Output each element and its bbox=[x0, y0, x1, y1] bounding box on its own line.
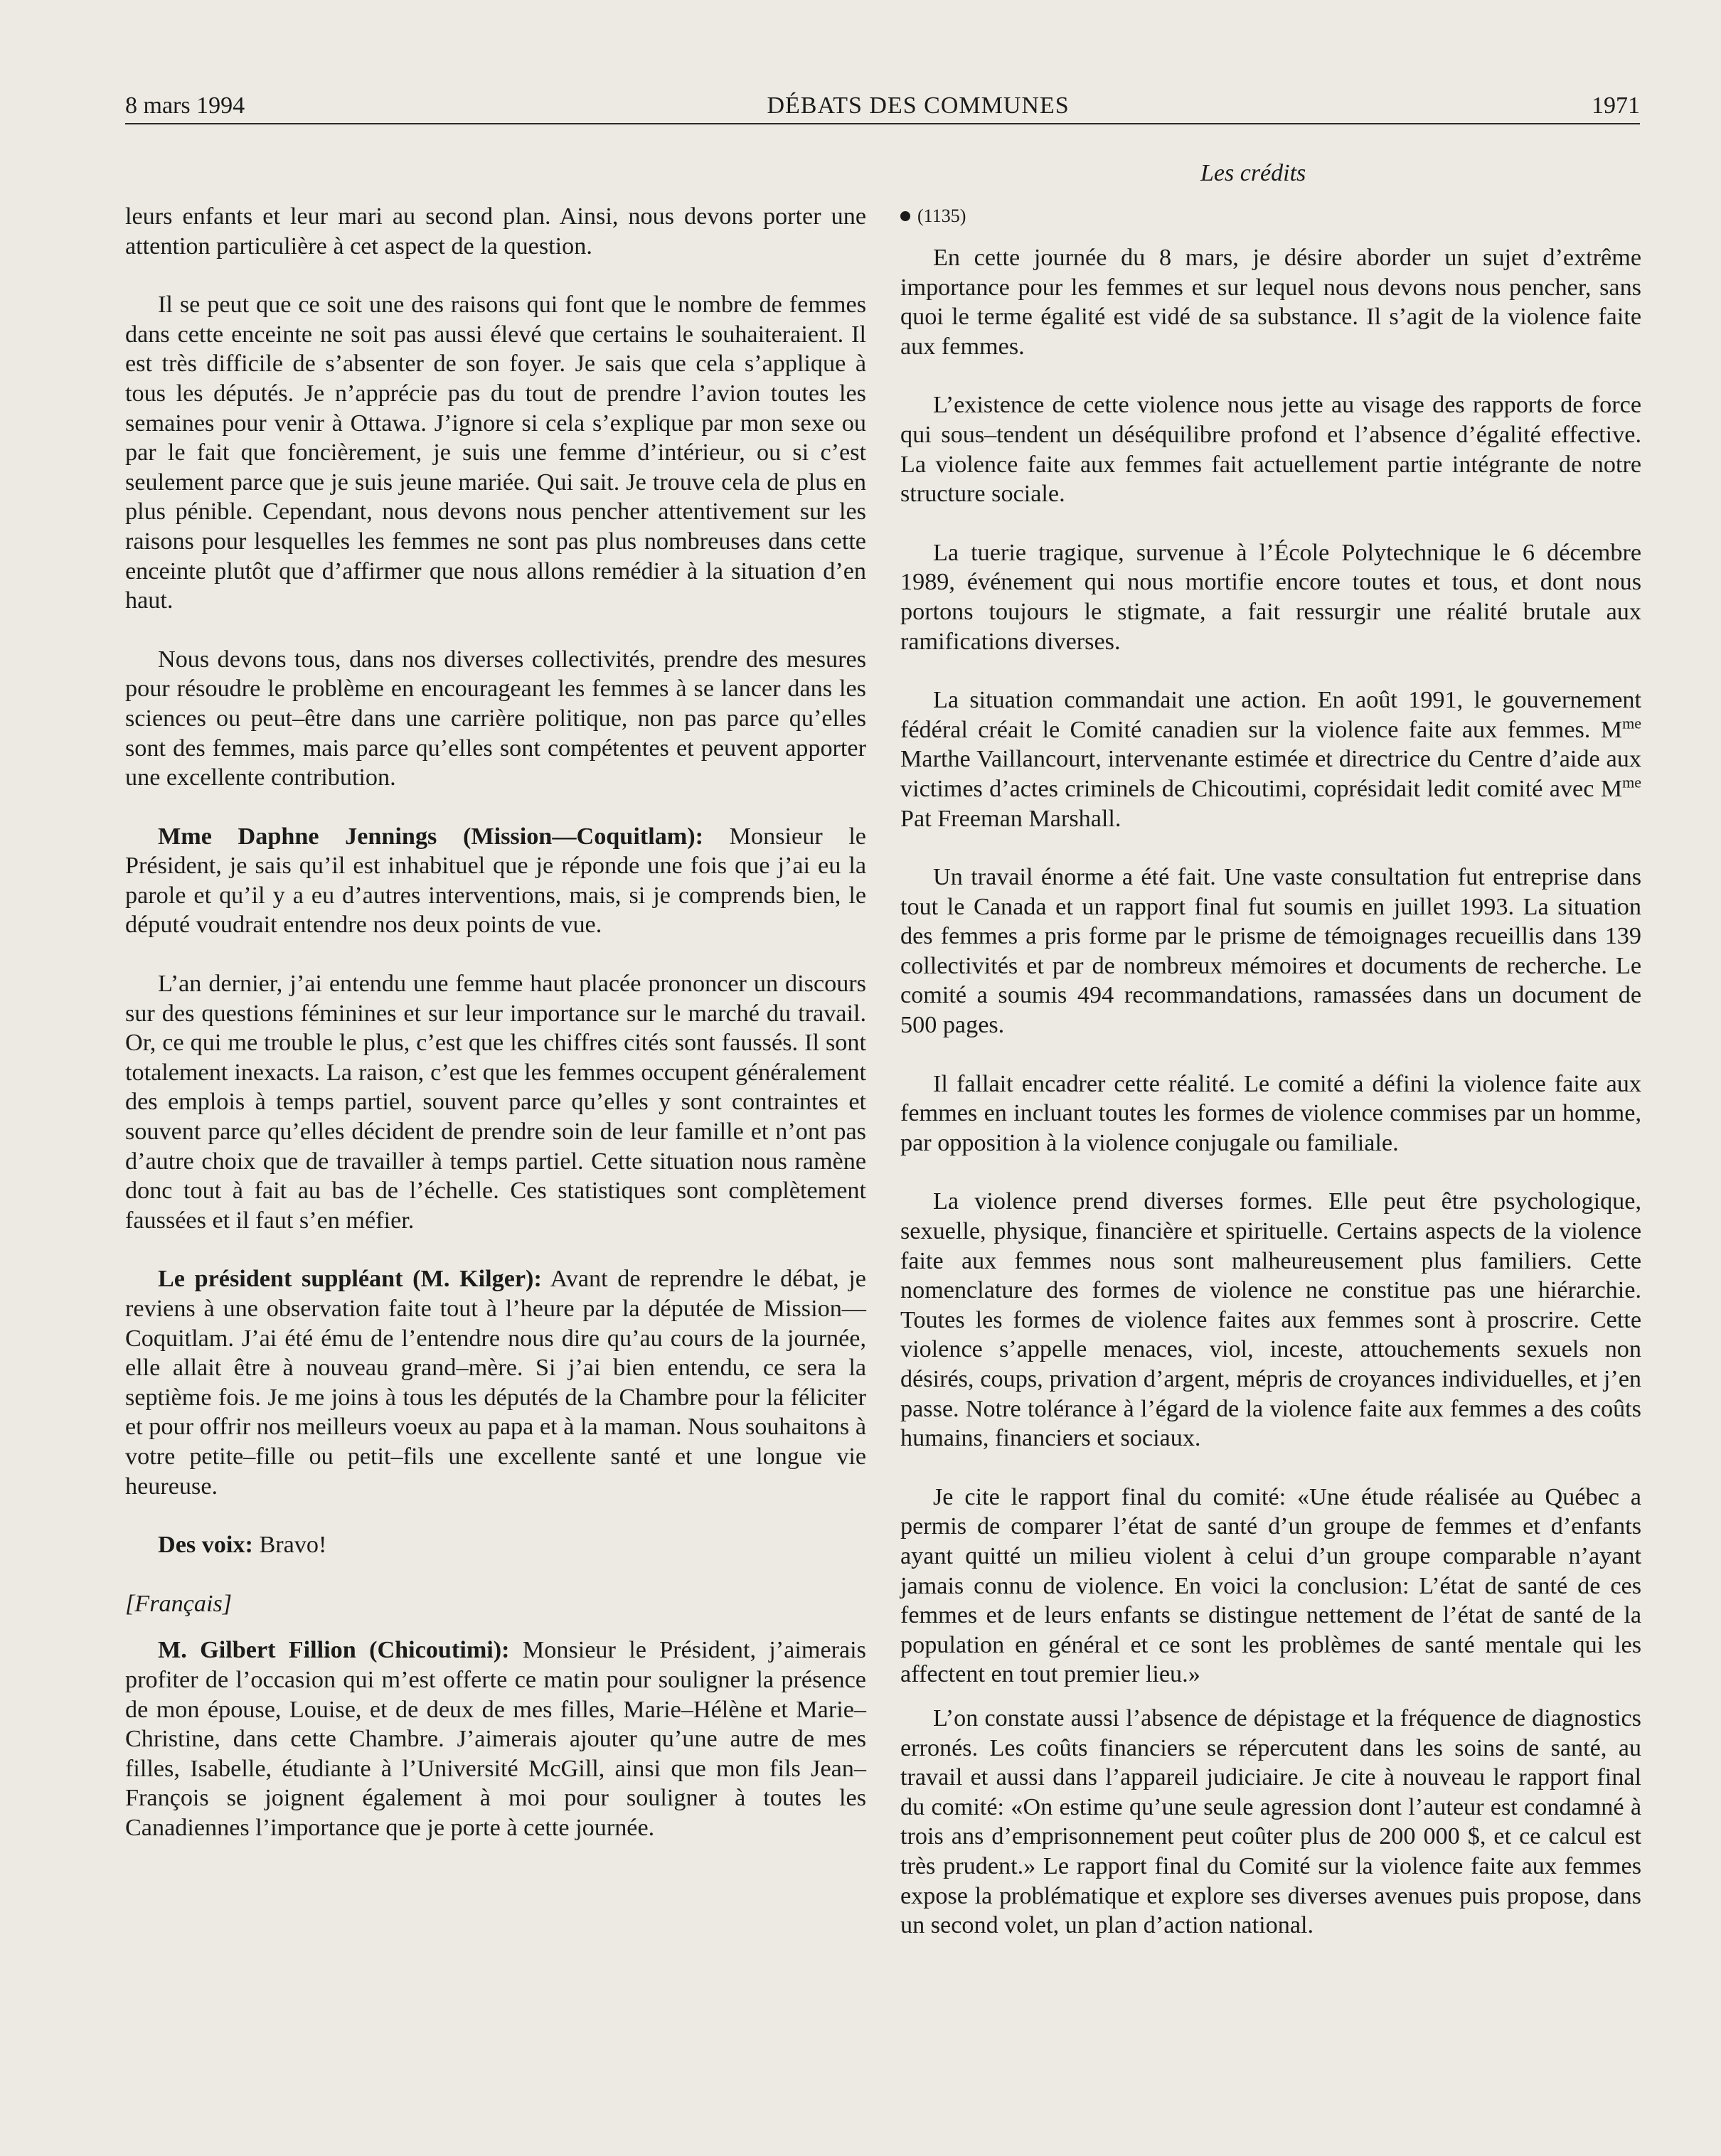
speaker-name: Le président suppléant (M. Kilger): bbox=[158, 1266, 542, 1293]
paragraph: Il se peut que ce soit une des raisons qui font que le nombre de femmes dans cette enceinte ne soit pas aussi élevé que certains le souhaiteraient. Il est très difficile de s’absenter de son foyer. Je sais que cela s’applique à tous les députés. Je n’apprécie pas du tout de prendre l’avion toutes les semaines pour venir à Ottawa. J’ignore si cela s’explique par mon sexe ou par le fait que foncièrement, je suis une femme d’intérieur, ou si c’est seulement parce que je suis jeune mariée. Qui sait. Je trouve cela de plus en plus pénible. Cependant, nous devons nous pencher attentivement sur les raisons pour lesquelles les femmes ne sont pas plus nombreuses dans cette enceinte plutôt que d’affirmer que nous allons remédier à la situation d’en haut. bbox=[125, 292, 866, 614]
paragraph-text: Marthe Vaillancourt, intervenante estimée et directrice du Centre d’aide aux victimes d’actes criminels de Chicoutimi, coprésidait ledit comité avec M bbox=[900, 746, 1641, 802]
speech-text: Avant de reprendre le débat, je reviens à une observation faite tout à l’heure par la députée de Mission—Coquitlam. J’ai été ému de l’entendre nous dire qu’au cours de la journée, elle allait être à nouveau grand–mère. Si j’ai bien entendu, ce sera la septième fois. Je me joins à tous les députés de la Chambre pour la féliciter et pour offrir nos meilleurs voeux au papa et à la maman. Nous souhaitons à votre petite–fille ou petit–fils une excellente santé et une longue vie heureuse. bbox=[125, 1266, 866, 1500]
paragraph: Il fallait encadrer cette réalité. Le comité a défini la violence faite aux femmes en incluant toutes les formes de violence commises par un homme, par opposition à la violence conjugale ou familiale. bbox=[900, 1070, 1641, 1156]
speech-text: Monsieur le Président, je sais qu’il est inhabituel que je réponde une fois que j’ai eu la parole et qu’il y a eu d’autres interventions, mais, si je comprends bien, le député voudrait entendre nos deux points de vue. bbox=[125, 823, 866, 939]
speech-text: Monsieur le Président, j’aimerais profiter de l’occasion qui m’est offerte ce matin pour souligner la présence de mon épouse, Louise, et de deux de mes filles, Marie–Hélène et Marie–Christine, dans cette Chambre. J’aimerais ajouter qu’une autre de mes filles, Isabelle, étudiante à l’Université McGill, ainsi que mon fils Jean–François se joignent également à moi pour souligner à toutes les Canadiennes l’importance que je porte à cette journée. bbox=[125, 1637, 866, 1841]
right-column bbox=[900, 202, 1641, 1970]
section-title: Les crédits bbox=[1200, 160, 1306, 186]
title-superscript: me bbox=[1622, 773, 1641, 791]
time-marker-text: (1135) bbox=[917, 206, 966, 226]
bullet-icon bbox=[900, 211, 910, 221]
language-marker: [Français] bbox=[125, 1590, 233, 1617]
header-date: 8 mars 1994 bbox=[125, 92, 245, 119]
paragraph: En cette journée du 8 mars, je désire aborder un sujet d’extrême importance pour les femmes et sur lequel nous devons nous pencher, sans quoi le terme égalité est vidé de sa substance. Il s’agit de la violence faite aux femmes. bbox=[900, 245, 1641, 360]
title-superscript: me bbox=[1622, 714, 1641, 732]
page-number: 1971 bbox=[1592, 92, 1640, 119]
paragraph: Un travail énorme a été fait. Une vaste consultation fut entreprise dans tout le Canada et un rapport final fut soumis en juillet 1993. La situation des femmes a pris forme par le prisme de témoignages recueillis dans 139 collectivités et par de nombreux mémoires et documents de recherche. Le comité a soumis 494 recommandations, ramassées dans un document de 500 pages. bbox=[900, 864, 1641, 1039]
speaker-name: Des voix: bbox=[158, 1532, 253, 1559]
speech-text: Bravo! bbox=[252, 1532, 327, 1559]
header-rule bbox=[125, 123, 1640, 124]
paragraph: L’existence de cette violence nous jette au visage des rapports de force qui sous–tendent un déséquilibre profond et l’absence d’égalité effective. La violence faite aux femmes fait actuellement partie intégrante de notre structure sociale. bbox=[900, 392, 1641, 508]
paragraph: L’on constate aussi l’absence de dépistage et la fréquence de diagnostics erronés. Les coûts financiers se répercutent dans les soins de santé, au travail et aussi dans l’appareil judiciaire. Je cite à nouveau le rapport final du comité: «On estime qu’une seule agression dont l’auteur est condamné à trois ans d’emprisonnement peut coûter plus de 200 000 $, et ce calcul est très prudent.» Le rapport final du Comité sur la violence faite aux femmes expose la problématique et explore ses diverses avenues puis propose, dans un second volet, un plan d’action national. bbox=[900, 1704, 1641, 1939]
speech-paragraph bbox=[125, 1530, 866, 1560]
speaker-name: Mme Daphne Jennings (Mission—Coquitlam): bbox=[158, 823, 704, 850]
paragraph-text: La situation commandait une action. En août 1991, le gouvernement fédéral créait le Comité canadien sur la violence faite aux femmes. M bbox=[900, 687, 1641, 743]
paragraph: Je cite le rapport final du comité: «Une étude réalisée au Québec a permis de comparer l’état de santé d’un groupe de femmes et d’enfants ayant quitté un milieu violent à celui d’un groupe comparable n’ayant jamais connu de violence. En voici la conclusion: L’état de santé de ces femmes et de leurs enfants se distingue nettement de l’état de santé de la population en général et ce sont les problèmes de santé mentale qui les affectent en tout premier lieu.» bbox=[900, 1483, 1641, 1688]
paragraph bbox=[900, 685, 1641, 833]
paragraph: Nous devons tous, dans nos diverses collectivités, prendre des mesures pour résoudre le problème en encourageant les femmes à se lancer dans les sciences ou peut–être dans une carrière politique, non pas parce qu’elles sont des femmes, mais parce qu’elles sont compétentes et peuvent apporter une excellente contribution. bbox=[125, 646, 866, 791]
speaker-name: M. Gilbert Fillion (Chicoutimi): bbox=[158, 1637, 510, 1664]
speech-paragraph bbox=[125, 822, 866, 940]
time-marker bbox=[900, 202, 1641, 230]
speech-paragraph bbox=[125, 1635, 866, 1842]
left-column bbox=[125, 202, 866, 1872]
paragraph: La violence prend diverses formes. Elle peut être psychologique, sexuelle, physique, financière et spirituelle. Certains aspects de la violence faite aux femmes nous sont malheureusement plus familiers. Cette nomenclature des formes de violence ne constitue pas une hiérarchie. Toutes les formes de violence faites aux femmes sont à proscrire. Cette violence s’appelle menaces, viol, inceste, attouchements sexuels non désirés, coups, privation d’argent, mépris de croyances individuelles, et j’en passe. Notre tolérance à l’égard de la violence faite aux femmes a des coûts humains, financiers et sociaux. bbox=[900, 1188, 1641, 1452]
paragraph: L’an dernier, j’ai entendu une femme haut placée prononcer un discours sur des questions féminines et sur leur importance sur le marché du travail. Or, ce qui me trouble le plus, c’est que les chiffres cités sont faussés. Il sont totalement inexacts. La raison, c’est que les femmes occupent généralement des emplois à temps partiel, souvent parce qu’elles y sont contraintes et souvent parce qu’elles décident de prendre soin de leur famille et n’ont pas d’autre choix que de travailler à temps partiel. Cette situation nous ramène donc tout à fait au bas de l’échelle. Ces statistiques sont complètement faussées et il faut s’en méfier. bbox=[125, 971, 866, 1234]
header-title: DÉBATS DES COMMUNES bbox=[767, 92, 1070, 119]
paragraph: La tuerie tragique, survenue à l’École Polytechnique le 6 décembre 1989, événement qui nous mortifie encore toutes et tous, et dont nous portons toujours le stigmate, a fait ressurgir une réalité brutale aux ramifications diverses. bbox=[900, 539, 1641, 655]
paragraph-text: Pat Freeman Marshall. bbox=[900, 805, 1121, 832]
page-header bbox=[125, 77, 1640, 118]
speech-paragraph bbox=[125, 1264, 866, 1501]
paragraph: leurs enfants et leur mari au second plan. Ainsi, nous devons porter une attention particulière à cet aspect de la question. bbox=[125, 203, 866, 260]
